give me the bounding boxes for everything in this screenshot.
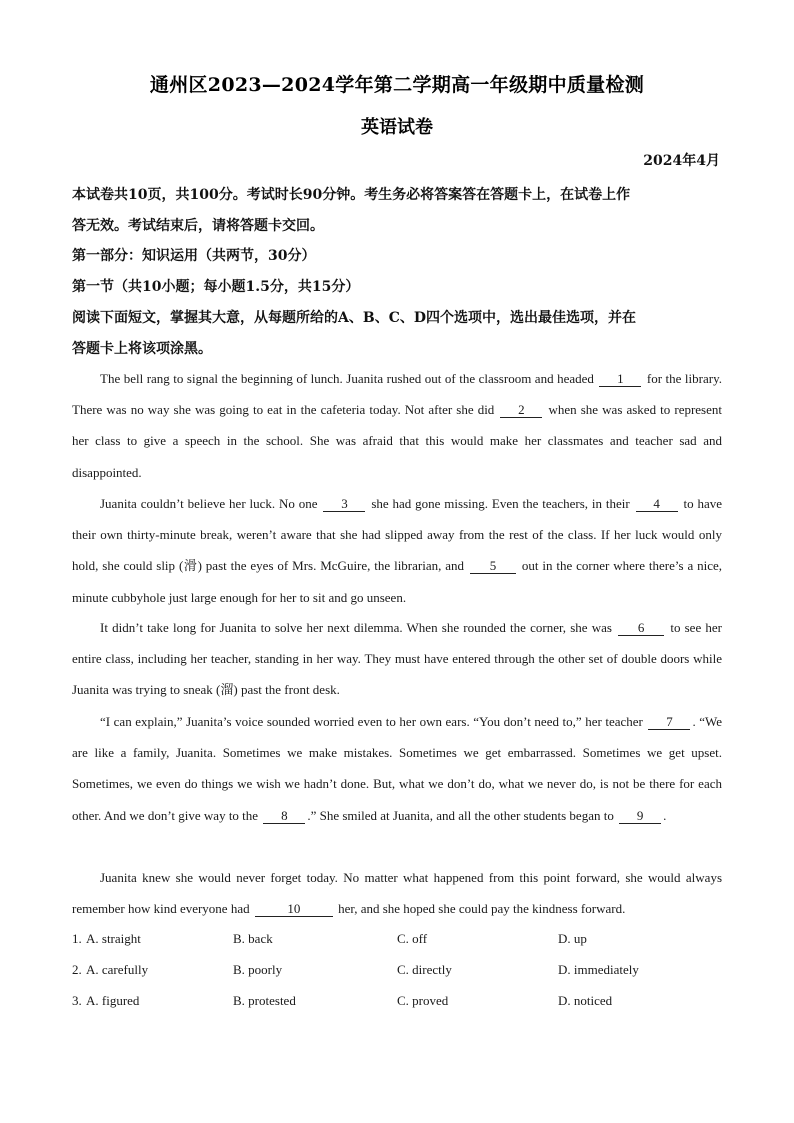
passage-text: for the library. There was no way she was going to eat in the cafeteria today. Not after she did: [72, 371, 722, 418]
instructions-line-1: 本试卷共10页，共100分。考试时长90分钟。考生务必将答案答在答题卡上，在试卷上作: [72, 187, 631, 203]
blank-3: 3: [323, 497, 365, 512]
passage-text: Juanita knew she would never forget today. No matter what happened from this point forward, she would always remember how kind everyone had: [72, 870, 722, 917]
passage-text: to see her entire class, including her teacher, standing in her way. They must have entered through the other set of double doors while Juanita was trying to sneak (溜) past the front desk.: [72, 620, 723, 698]
passage-paragraph-3: [72, 612, 722, 706]
direction-line-1: 阅读下面短文，掌握其大意，从每题所给的A、B、C、D四个选项中，选出最佳选项，并在: [72, 310, 636, 326]
option-a: A. figured: [86, 993, 140, 1008]
instructions-line-2: 答无效。考试结束后，请将答题卡交回。: [72, 218, 324, 234]
option-b: B. back: [233, 931, 273, 946]
passage-text: . “We are like a family, Juanita. Sometimes we make mistakes. Sometimes we get embarrassed. Sometimes we get upset. Sometimes, we even do things we wish we hadn’t done. But, what we don’t do, what we never do, is not be there for each other. And we don’t give way to the: [72, 714, 723, 823]
option-b: B. protested: [233, 993, 296, 1008]
option-a: A. straight: [86, 931, 141, 946]
passage-text: her, and she hoped she could pay the kindness forward.: [338, 901, 626, 917]
passage-text: she had gone missing. Even the teachers, in their: [371, 496, 630, 511]
question-row: [72, 993, 722, 1013]
section-heading: 第一节（共10小题；每小题1.5分，共15分）: [72, 279, 360, 295]
option-c: C. proved: [397, 993, 449, 1008]
question-number: 3.: [72, 993, 82, 1008]
passage-text: “I can explain,” Juanita’s voice sounded worried even to her own ears. “You don’t need to,” her teacher: [100, 714, 643, 729]
blank-5: 5: [470, 559, 516, 574]
passage-text: to have their own thirty-minute break, weren’t aware that she had slipped away from the rest of the class. If her luck would only hold, she could slip (滑) past the eyes of Mrs. McGuire, the librarian, and: [72, 496, 723, 574]
passage-text: .: [663, 807, 667, 823]
option-b: B. poorly: [233, 962, 283, 977]
option-d: D. noticed: [558, 993, 613, 1008]
passage-paragraph-5: [72, 862, 722, 924]
passage-text: when she was asked to represent her class to give a speech in the school. She was afraid that this would make her classmates and teacher sad and disappointed.: [72, 402, 723, 480]
part-heading: 第一部分：知识运用（共两节，30分）: [72, 248, 316, 264]
exam-title: 通州区2023—2024学年第二学期高一年级期中质量检测: [149, 74, 645, 96]
option-d: D. up: [558, 931, 587, 946]
passage-paragraph-4: [72, 706, 722, 831]
blank-1: 1: [599, 372, 641, 387]
blank-2: 2: [500, 403, 542, 418]
option-a: A. carefully: [86, 962, 149, 977]
direction-line-2: 答题卡上将该项涂黑。: [72, 341, 212, 357]
passage-text: out in the corner where there’s a nice, minute cubbyhole just large enough for her to sit and go unseen.: [72, 558, 723, 605]
passage-paragraph-2: [72, 488, 722, 613]
exam-date: 2024年4月: [643, 153, 720, 169]
passage-paragraph-1: [72, 363, 722, 488]
blank-9: 9: [619, 809, 661, 824]
blank-6: 6: [618, 621, 664, 636]
passage-text: It didn’t take long for Juanita to solve her next dilemma. When she rounded the corner, she was: [100, 620, 612, 635]
option-c: C. off: [397, 931, 428, 946]
option-d: D. immediately: [558, 962, 639, 977]
exam-subject: 英语试卷: [361, 117, 433, 138]
blank-7: 7: [648, 715, 690, 730]
blank-10: 10: [255, 902, 333, 917]
question-row: [72, 962, 722, 982]
blank-4: 4: [636, 497, 678, 512]
option-c: C. directly: [397, 962, 452, 977]
question-number: 1.: [72, 931, 82, 946]
passage-text: Juanita couldn’t believe her luck. No one: [100, 496, 318, 511]
passage-text: .” She smiled at Juanita, and all the other students began to: [307, 807, 614, 823]
question-number: 2.: [72, 962, 82, 977]
blank-8: 8: [263, 809, 305, 824]
question-row: [72, 931, 722, 951]
passage-text: The bell rang to signal the beginning of lunch. Juanita rushed out of the classroom and headed: [100, 371, 594, 386]
